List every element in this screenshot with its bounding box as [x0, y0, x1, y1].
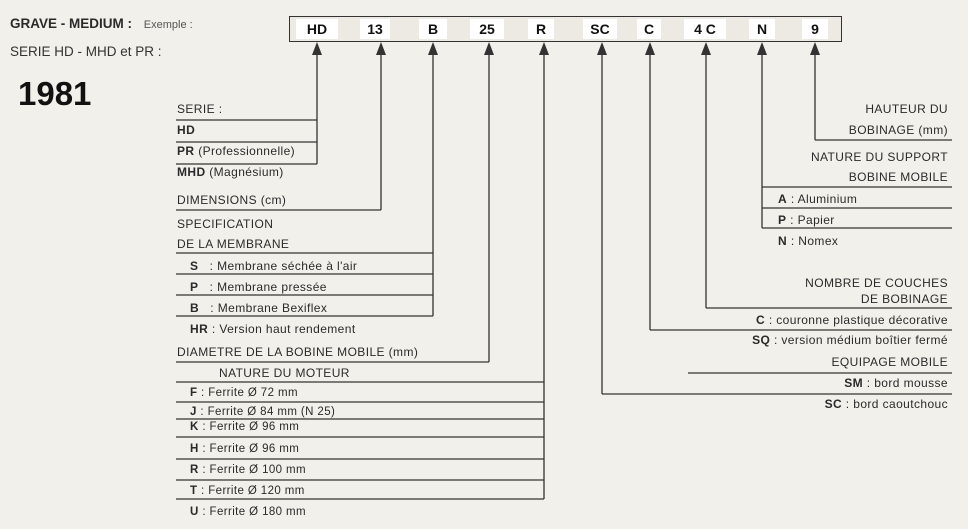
serie-item-hd: [177, 123, 195, 137]
support-code: N: [778, 234, 788, 248]
support-line-1: NATURE DU SUPPORT: [810, 150, 948, 164]
support-item-a: [778, 192, 857, 206]
moteur-item-t: [190, 485, 305, 497]
moteur-code: T: [190, 485, 198, 497]
sq-code: SQ: [752, 333, 771, 347]
moteur-desc: : Ferrite Ø 100 mm: [202, 464, 307, 476]
serie-code: PR: [177, 144, 195, 158]
membrane-code: HR: [190, 322, 209, 336]
equipage-item-sc: [825, 397, 948, 411]
equipage-item-sm: [844, 376, 948, 390]
membrane-item-p: [190, 280, 327, 294]
example-label: Exemple :: [143, 19, 193, 31]
moteur-desc: : Ferrite Ø 180 mm: [202, 506, 307, 518]
couches-line-2: DE BOBINAGE: [860, 292, 948, 306]
serie-code: HD: [177, 123, 196, 137]
code-box-4c: 4 C: [684, 19, 726, 39]
support-item-n: [778, 234, 838, 248]
support-line-2: BOBINE MOBILE: [848, 170, 948, 184]
support-item-p: [778, 213, 835, 227]
support-code: A: [778, 192, 788, 206]
moteur-item-j: [190, 406, 335, 418]
equipage-code: SM: [844, 376, 864, 390]
support-code: P: [778, 213, 787, 227]
moteur-desc: : Ferrite Ø 96 mm: [202, 443, 300, 455]
moteur-code: J: [190, 406, 197, 418]
moteur-desc: : Ferrite Ø 96 mm: [202, 421, 300, 433]
sq-desc: : version médium boîtier fermé: [773, 333, 948, 347]
membrane-title-1: SPECIFICATION: [177, 217, 274, 231]
membrane-desc: : Version haut rendement: [211, 322, 356, 336]
membrane-item-s: [190, 259, 357, 273]
moteur-desc: : Ferrite Ø 120 mm: [201, 485, 305, 497]
hauteur-line-1: HAUTEUR DU: [865, 102, 948, 116]
serie-desc: (Magnésium): [209, 165, 284, 179]
moteur-code: F: [190, 387, 198, 399]
serie-item-mhd: [177, 165, 284, 179]
membrane-desc: : Membrane Bexiflex: [210, 301, 328, 315]
header-title-text: GRAVE - MEDIUM :: [10, 16, 132, 31]
serie-code: MHD: [177, 165, 206, 179]
support-desc: : Aluminium: [790, 192, 858, 206]
moteur-desc: : Ferrite Ø 72 mm: [201, 387, 298, 399]
couches-line-1: NOMBRE DE COUCHES: [805, 276, 948, 290]
moteur-code: R: [190, 464, 199, 476]
code-box-sc: SC: [583, 19, 617, 39]
equipage-desc: : bord caoutchouc: [845, 397, 948, 411]
moteur-item-f: [190, 387, 298, 399]
code-box-b: B: [419, 19, 447, 39]
membrane-code: B: [190, 301, 200, 315]
membrane-desc: : Membrane pressée: [209, 280, 327, 294]
code-box-hd: HD: [296, 19, 338, 39]
code-box-9: 9: [802, 19, 828, 39]
support-desc: : Nomex: [790, 234, 839, 248]
membrane-desc: : Membrane séchée à l'air: [209, 259, 358, 273]
serie-desc: (Professionnelle): [198, 144, 296, 158]
membrane-title-2: DE LA MEMBRANE: [177, 237, 290, 251]
membrane-item-hr: [190, 322, 356, 336]
couronne-item: [756, 313, 948, 327]
membrane-code: P: [190, 280, 199, 294]
moteur-item-k: [190, 421, 299, 433]
equipage-title: EQUIPAGE MOBILE: [831, 355, 948, 369]
moteur-code: U: [190, 506, 199, 518]
series-subtitle: SERIE HD - MHD et PR :: [10, 44, 162, 59]
couronne-desc: : couronne plastique décorative: [768, 313, 948, 327]
moteur-title: NATURE DU MOTEUR: [219, 366, 350, 380]
hauteur-line-2: BOBINAGE (mm): [848, 123, 948, 137]
membrane-item-b: [190, 301, 327, 315]
code-box-25: 25: [470, 19, 504, 39]
moteur-item-u: [190, 506, 306, 518]
sq-item: [752, 333, 948, 347]
code-box-13: 13: [360, 19, 390, 39]
equipage-code: SC: [824, 397, 843, 411]
bobine-diameter-label: DIAMETRE DE LA BOBINE MOBILE (mm): [177, 345, 419, 359]
dimensions-label: DIMENSIONS (cm): [177, 193, 287, 207]
couronne-code: C: [756, 313, 766, 327]
code-box-n: N: [749, 19, 775, 39]
equipage-desc: : bord mousse: [866, 376, 948, 390]
code-box-c: C: [637, 19, 661, 39]
moteur-item-h: [190, 443, 299, 455]
year-label: 1981: [18, 75, 92, 112]
code-box-r: R: [528, 19, 554, 39]
serie-title: SERIE :: [177, 102, 223, 116]
moteur-code: H: [190, 443, 199, 455]
moteur-item-r: [190, 464, 306, 476]
membrane-code: S: [190, 259, 199, 273]
support-desc: : Papier: [790, 213, 835, 227]
serie-item-pr: [177, 144, 295, 158]
moteur-code: K: [190, 421, 199, 433]
moteur-desc: : Ferrite Ø 84 mm (N 25): [200, 406, 336, 418]
